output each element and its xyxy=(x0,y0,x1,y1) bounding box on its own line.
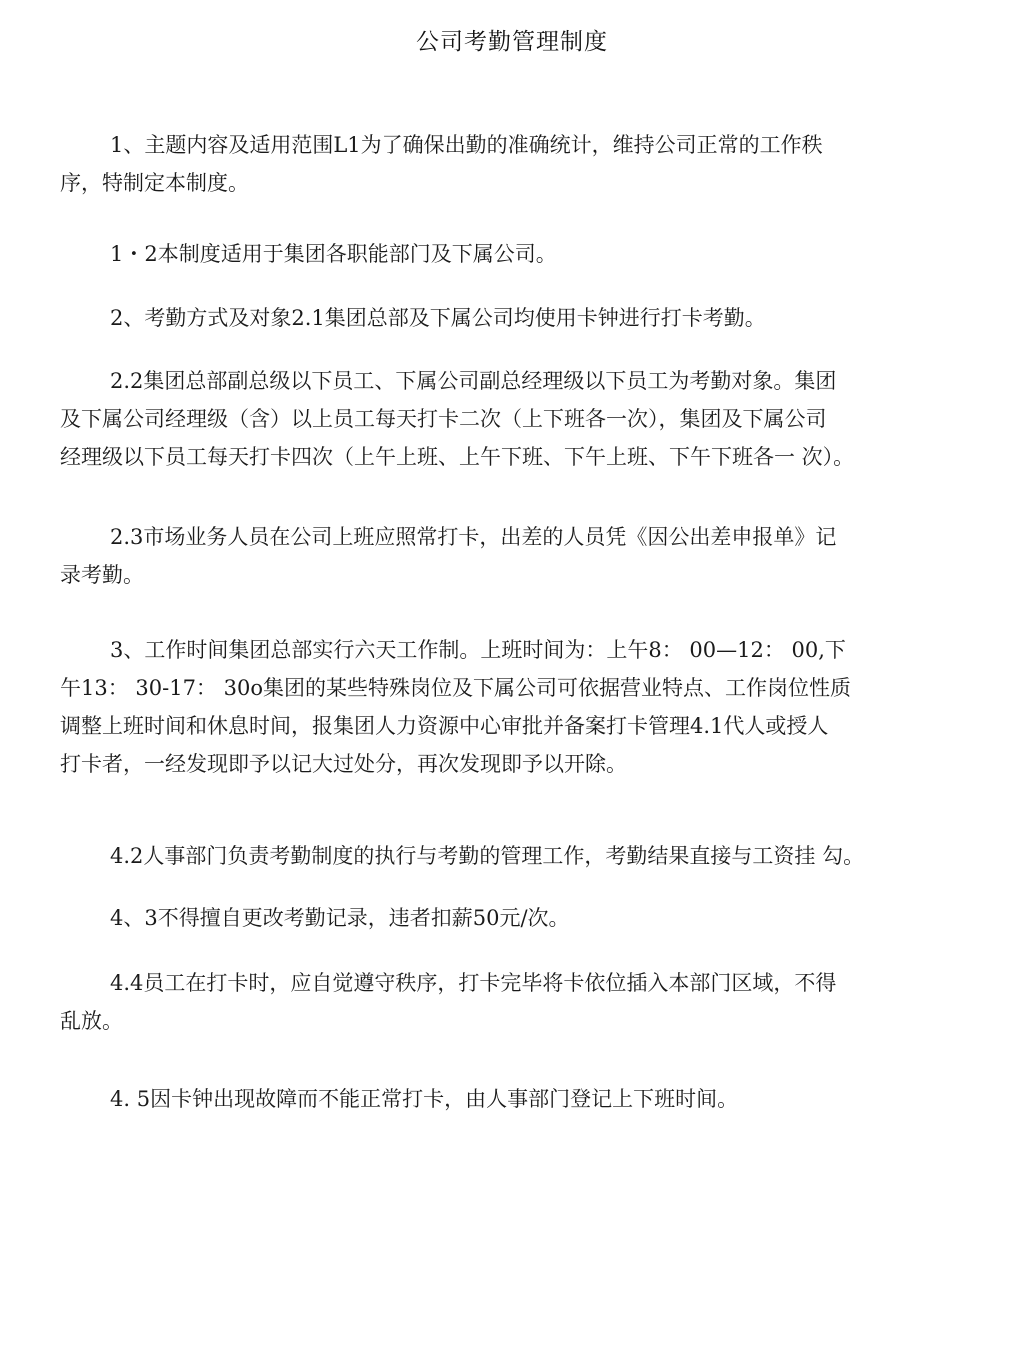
paragraph-line: 1、主题内容及适用范围L1为了确保出勤的准确统计，维持公司正常的工作秩 xyxy=(110,133,823,157)
paragraph-6 xyxy=(60,631,960,783)
paragraph-5 xyxy=(60,518,960,594)
paragraph-1 xyxy=(60,126,960,202)
paragraph-9 xyxy=(60,964,960,1040)
paragraph-10 xyxy=(60,1080,960,1118)
document-title: 公司考勤管理制度 xyxy=(416,29,608,55)
paragraph-line: 4、3不得擅自更改考勤记录，违者扣薪50元/次。 xyxy=(110,906,570,930)
paragraph-7 xyxy=(60,837,960,875)
paragraph-line: 4.4员工在打卡时，应自觉遵守秩序，打卡完毕将卡依位插入本部门区域，不得 xyxy=(110,971,837,995)
paragraph-line: 经理级以下员工每天打卡四次（上午上班、上午下班、下午上班、下午下班各一 次）。 xyxy=(60,445,855,469)
paragraph-line: 打卡者，一经发现即予以记大过处分，再次发现即予以开除。 xyxy=(60,752,627,776)
paragraph-line: 及下属公司经理级（含）以上员工每天打卡二次（上下班各一次），集团及下属公司 xyxy=(60,407,827,431)
paragraph-line: 4.2人事部门负责考勤制度的执行与考勤的管理工作，考勤结果直接与工资挂 勾。 xyxy=(110,844,865,868)
paragraph-line: 3、工作时间集团总部实行六天工作制。上班时间为：上午8： 00—12： 00,下 xyxy=(110,638,846,662)
paragraph-line: 录考勤。 xyxy=(60,563,144,587)
paragraph-line: 4. 5因卡钟出现故障而不能正常打卡，由人事部门登记上下班时间。 xyxy=(110,1087,739,1111)
paragraph-4 xyxy=(60,362,960,476)
paragraph-line: 2.2集团总部副总级以下员工、下属公司副总经理级以下员工为考勤对象。集团 xyxy=(110,369,837,393)
paragraph-line: 2、考勤方式及对象2.1集团总部及下属公司均使用卡钟进行打卡考勤。 xyxy=(110,306,766,330)
paragraph-line: 2.3市场业务人员在公司上班应照常打卡，出差的人员凭《因公出差申报单》记 xyxy=(110,525,837,549)
paragraph-3 xyxy=(60,299,960,337)
paragraph-8 xyxy=(60,899,960,937)
paragraph-line: 调整上班时间和休息时间，报集团人力资源中心审批并备案打卡管理4.1代人或授人 xyxy=(60,714,829,738)
paragraph-line: 1・2本制度适用于集团各职能部门及下属公司。 xyxy=(110,242,557,266)
paragraph-line: 午13： 30-17： 30o集团的某些特殊岗位及下属公司可依据营业特点、工作岗位性质 xyxy=(60,676,851,700)
paragraph-2 xyxy=(60,235,960,273)
paragraph-line: 乱放。 xyxy=(60,1009,123,1033)
paragraph-line: 序，特制定本制度。 xyxy=(60,171,249,195)
